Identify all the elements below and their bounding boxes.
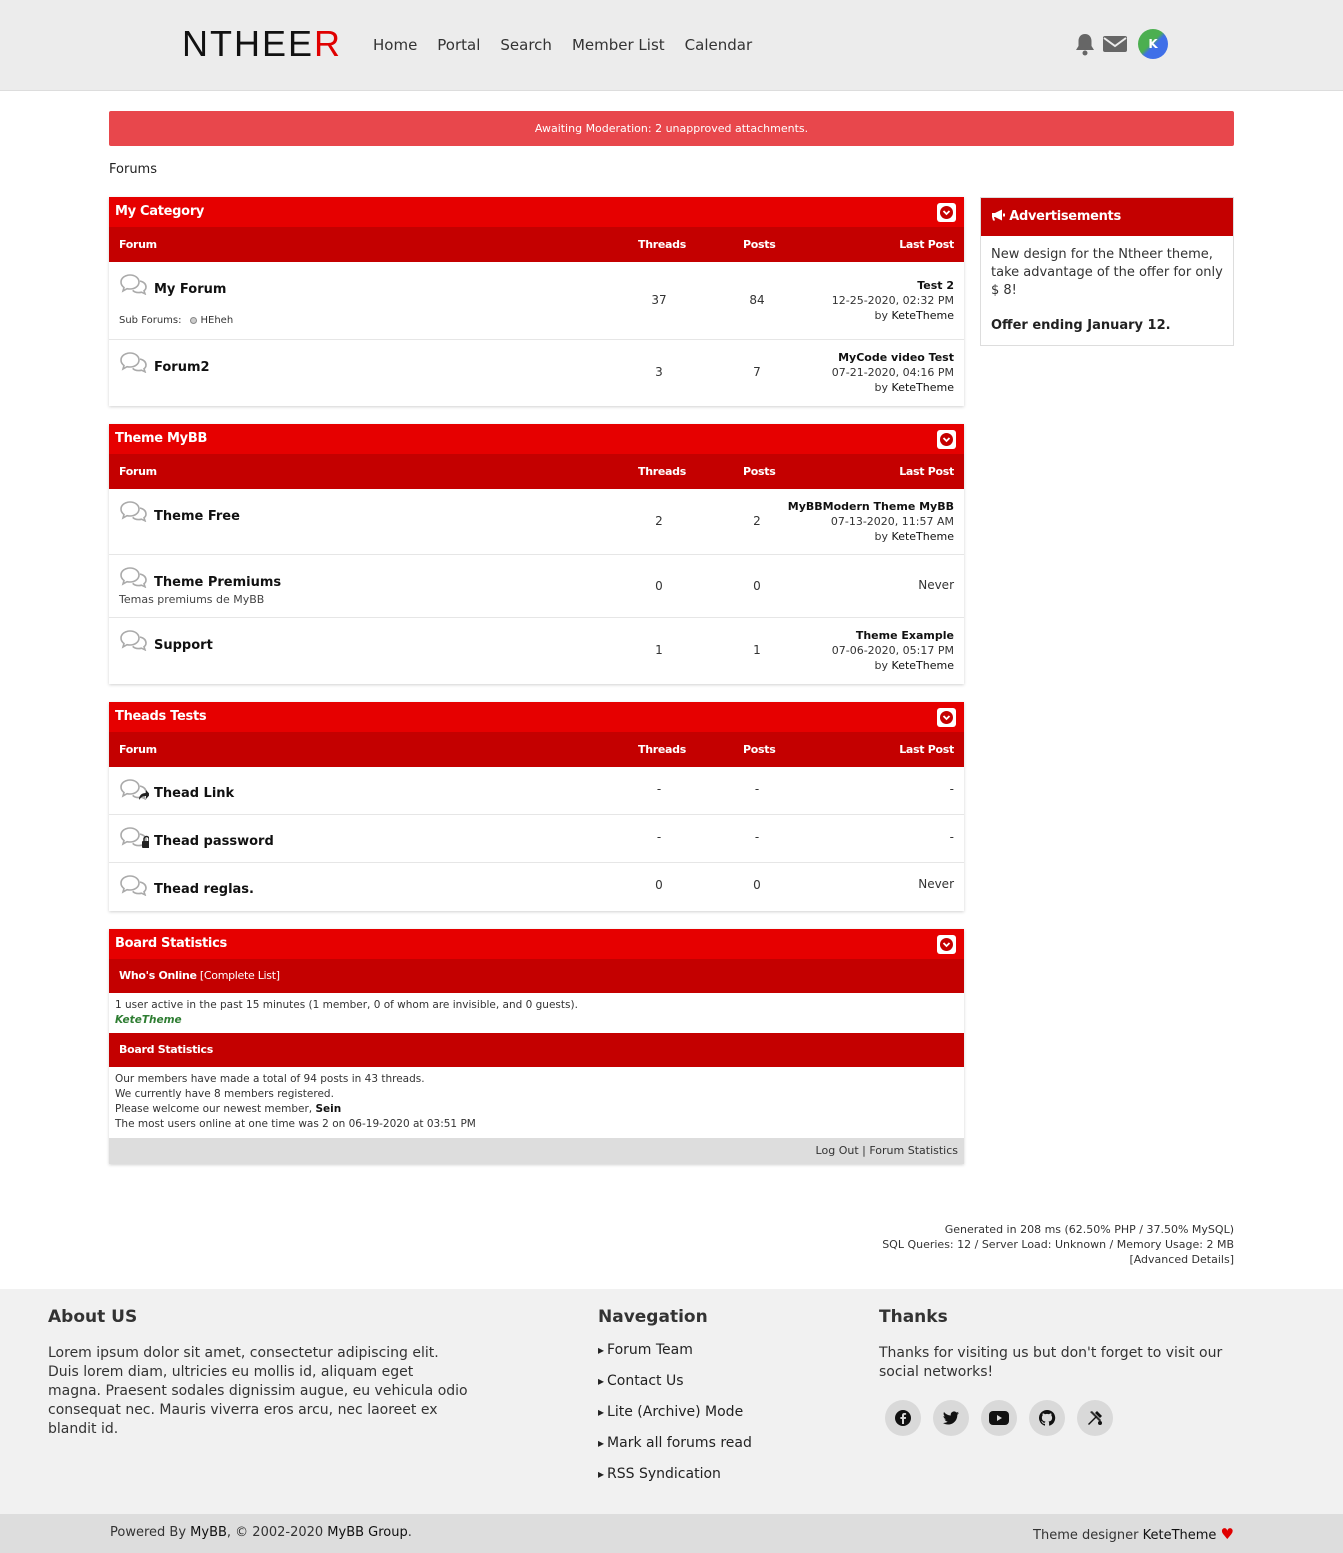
post-count: 0	[753, 878, 761, 892]
whos-online-body	[109, 993, 964, 1033]
footer-about	[48, 1307, 468, 1439]
column-headers	[109, 454, 964, 489]
chevron-down-icon	[940, 938, 953, 951]
forum-row	[109, 555, 964, 618]
thread-count: 0	[655, 579, 663, 593]
tools-link[interactable]	[1077, 1400, 1113, 1436]
forum-row	[109, 815, 964, 863]
newest-member-link[interactable]: Sein	[315, 1103, 342, 1115]
collapse-toggle[interactable]	[937, 203, 956, 222]
forum-link[interactable]: Theme Free	[154, 509, 240, 524]
col-posts: Posts	[743, 743, 776, 756]
post-count: -	[754, 830, 760, 844]
whos-online-label: Who's Online	[119, 969, 197, 982]
category-my-category	[109, 197, 964, 406]
board-statistics	[109, 929, 964, 1164]
forum-link[interactable]: Thead password	[154, 834, 274, 849]
footer-link-mark-read[interactable]: ▸ Mark all forums read	[598, 1434, 848, 1465]
last-post: MyCode video Test 07-21-2020, 04:16 PM by KeteTheme	[831, 351, 954, 394]
last-post-date: 07-06-2020, 05:17 PM	[831, 644, 954, 657]
twitter-icon	[942, 1410, 960, 1426]
about-text: Lorem ipsum dolor sit amet, consectetur adipiscing elit. Duis lorem diam, ultricies eu mollis id, aliquam eget magna. Praesent sodales dignissim augue, eu vehicula odio consequat nec. Mauris viverra eros arcu, nec laoreet ex blandit id.	[48, 1345, 468, 1437]
site-footer	[0, 1289, 1343, 1514]
nav-search[interactable]: Search	[500, 36, 552, 54]
forum-row	[109, 618, 964, 684]
heart-icon: ♥	[1220, 1525, 1234, 1543]
mail-icon[interactable]	[1102, 34, 1128, 54]
last-post-never: Never	[918, 877, 954, 891]
online-user-link[interactable]: KeteTheme	[115, 1014, 182, 1026]
collapse-toggle[interactable]	[937, 935, 956, 954]
facebook-link[interactable]	[885, 1400, 921, 1436]
site-header	[0, 0, 1343, 91]
category-header	[109, 197, 964, 227]
last-post-date: 12-25-2020, 02:32 PM	[831, 294, 954, 307]
last-post-date: 07-21-2020, 04:16 PM	[831, 366, 954, 379]
advertisements-panel	[980, 197, 1234, 346]
footer-link-rss[interactable]: ▸ RSS Syndication	[598, 1465, 848, 1496]
nav-home[interactable]: Home	[373, 36, 418, 54]
footer-link-forum-team[interactable]: ▸ Forum Team	[598, 1341, 848, 1372]
stats-line: Please welcome our newest member, Sein	[115, 1103, 342, 1115]
post-count: 1	[753, 643, 761, 657]
facebook-icon	[894, 1409, 912, 1427]
header-icons	[1074, 29, 1168, 59]
chevron-down-icon	[940, 433, 953, 446]
debug-queries: SQL Queries: 12 / Server Load: Unknown / Memory Usage: 2 MB	[882, 1238, 1234, 1251]
last-post-never: -	[949, 782, 954, 796]
col-last-post: Last Post	[899, 238, 954, 251]
thanks-title: Thanks	[879, 1307, 948, 1327]
site-logo[interactable]: NTHEER	[182, 23, 343, 64]
ad-title: Advertisements	[1009, 209, 1121, 224]
category-title[interactable]: My Category	[115, 204, 205, 219]
forum-link[interactable]: Forum2	[154, 360, 210, 375]
copyright-bar	[0, 1514, 1343, 1553]
col-forum: Forum	[119, 743, 157, 756]
mybb-group-link[interactable]: MyBB Group	[327, 1525, 408, 1540]
category-theads-tests	[109, 702, 964, 911]
about-title: About US	[48, 1307, 138, 1327]
last-post-never: Never	[918, 578, 954, 592]
collapse-toggle[interactable]	[937, 708, 956, 727]
category-header	[109, 424, 964, 454]
breadcrumb[interactable]: Forums	[109, 162, 157, 177]
stats-line: Our members have made a total of 94 posts in 43 threads.	[115, 1073, 425, 1085]
ad-text: New design for the Ntheer theme, take advantage of the offer for only $ 8!	[991, 247, 1223, 298]
forum-icon	[119, 500, 149, 522]
forum-icon	[119, 273, 149, 295]
col-threads: Threads	[638, 465, 686, 478]
last-post-user[interactable]: KeteTheme	[891, 659, 954, 672]
online-summary: 1 user active in the past 15 minutes (1 member, 0 of whom are invisible, and 0 guests).	[115, 999, 578, 1011]
last-post-user[interactable]: KeteTheme	[891, 309, 954, 322]
forum-row	[109, 262, 964, 340]
complete-list-link[interactable]: [Complete List]	[199, 969, 280, 982]
col-last-post: Last Post	[899, 465, 954, 478]
thread-count: -	[656, 782, 662, 796]
github-icon	[1038, 1409, 1056, 1427]
forum-row	[109, 489, 964, 555]
thanks-text: Thanks for visiting us but don't forget to visit our social networks!	[879, 1345, 1223, 1380]
twitter-link[interactable]	[933, 1400, 969, 1436]
theme-designer: Theme designer KeteTheme ♥	[1033, 1525, 1234, 1543]
footer-link-contact[interactable]: ▸ Contact Us	[598, 1372, 848, 1403]
board-stats-body	[109, 1067, 964, 1138]
megaphone-icon	[991, 209, 1005, 221]
footer-nav-list	[598, 1341, 848, 1496]
post-count: 2	[753, 514, 761, 528]
forum-link[interactable]: Theme Premiums	[154, 575, 282, 590]
ad-header	[981, 198, 1233, 236]
forum-row	[109, 767, 964, 815]
nav-portal[interactable]: Portal	[437, 36, 481, 54]
category-header	[109, 702, 964, 732]
footer-thanks	[879, 1307, 1259, 1436]
stats-title: Board Statistics	[115, 936, 227, 951]
forum-link[interactable]: Thead reglas.	[154, 882, 254, 897]
thread-count: 0	[655, 878, 663, 892]
stats-footer: Log Out | Forum Statistics	[109, 1138, 964, 1164]
forum-link-icon	[119, 778, 149, 800]
collapse-toggle[interactable]	[937, 430, 956, 449]
forum-lock-icon	[119, 826, 149, 848]
youtube-link[interactable]	[981, 1400, 1017, 1436]
subforum-link[interactable]: HEheh	[200, 315, 234, 326]
forum-link[interactable]: My Forum	[154, 282, 227, 297]
forum-link[interactable]: Support	[154, 638, 213, 653]
post-count: 0	[753, 579, 761, 593]
board-stats-subheader: Board Statistics	[109, 1033, 964, 1067]
designer-link[interactable]: KeteTheme	[1142, 1528, 1217, 1543]
forum-statistics-link[interactable]: Forum Statistics	[869, 1144, 958, 1157]
youtube-icon	[989, 1411, 1009, 1425]
column-headers	[109, 732, 964, 767]
col-last-post: Last Post	[899, 743, 954, 756]
post-count: 7	[753, 365, 761, 379]
col-posts: Posts	[743, 238, 776, 251]
whos-online-header	[109, 959, 964, 993]
stats-header	[109, 929, 964, 959]
forum-icon	[119, 566, 149, 588]
last-post-user[interactable]: KeteTheme	[891, 530, 954, 543]
debug-info	[882, 1222, 1234, 1267]
subforum-dot-icon	[190, 317, 197, 324]
column-headers	[109, 227, 964, 262]
forum-icon	[119, 629, 149, 651]
post-count: 84	[749, 293, 765, 307]
footer-navigation	[598, 1307, 848, 1496]
nav-member-list[interactable]: Member List	[571, 36, 665, 54]
github-link[interactable]	[1029, 1400, 1065, 1436]
last-post: Test 2 12-25-2020, 02:32 PM by KeteTheme	[831, 279, 954, 322]
chevron-down-icon	[940, 711, 953, 724]
sub-forums: Sub Forums: HEheh	[119, 315, 234, 326]
last-post: MyBBModern Theme MyBB 07-13-2020, 11:57 AM by KeteTheme	[787, 500, 954, 543]
category-title[interactable]: Theads Tests	[115, 709, 207, 724]
col-forum: Forum	[119, 238, 157, 251]
stats-line: The most users online at one time was 2 on 06-19-2020 at 03:51 PM	[115, 1118, 476, 1130]
moderation-alert[interactable]: Awaiting Moderation: 2 unapproved attachments.	[109, 111, 1234, 146]
thread-count: -	[656, 830, 662, 844]
last-post-title[interactable]: Test 2	[917, 279, 954, 292]
col-forum: Forum	[119, 465, 157, 478]
last-post-title[interactable]: MyBBModern Theme MyBB	[787, 500, 954, 513]
forum-row	[109, 863, 964, 911]
thread-count: 1	[655, 643, 663, 657]
thread-count: 2	[655, 514, 663, 528]
last-post: Theme Example 07-06-2020, 05:17 PM by KeteTheme	[831, 629, 954, 672]
forum-link[interactable]: Thead Link	[154, 786, 235, 801]
mybb-link[interactable]: MyBB	[190, 1525, 227, 1540]
last-post-date: 07-13-2020, 11:57 AM	[830, 515, 954, 528]
logout-link[interactable]: Log Out	[815, 1144, 859, 1157]
last-post-user[interactable]: KeteTheme	[891, 381, 954, 394]
social-links	[885, 1400, 1259, 1436]
ad-offer: Offer ending January 12.	[991, 318, 1171, 333]
advanced-details-link[interactable]: [Advanced Details]	[1129, 1253, 1234, 1266]
col-threads: Threads	[638, 238, 686, 251]
bell-icon[interactable]	[1074, 32, 1096, 56]
powered-by: Powered By MyBB, © 2002-2020 MyBB Group.	[110, 1525, 412, 1540]
last-post-title[interactable]: Theme Example	[855, 629, 954, 642]
forum-row	[109, 340, 964, 406]
ad-body	[981, 236, 1233, 345]
thread-count: 37	[651, 293, 667, 307]
navigation-title: Navegation	[598, 1307, 708, 1327]
tools-icon	[1086, 1409, 1104, 1427]
category-theme-mybb	[109, 424, 964, 684]
post-count: -	[754, 782, 760, 796]
col-threads: Threads	[638, 743, 686, 756]
main-nav	[373, 36, 752, 54]
forum-icon	[119, 351, 149, 373]
forum-icon	[119, 874, 149, 896]
category-title[interactable]: Theme MyBB	[115, 431, 208, 446]
forum-description: Temas premiums de MyBB	[119, 593, 265, 606]
chevron-down-icon	[940, 206, 953, 219]
last-post-title[interactable]: MyCode video Test	[838, 351, 954, 364]
thread-count: 3	[655, 365, 663, 379]
stats-line: We currently have 8 members registered.	[115, 1088, 334, 1100]
last-post-never: -	[949, 830, 954, 844]
nav-calendar[interactable]: Calendar	[684, 36, 753, 54]
debug-generated: Generated in 208 ms (62.50% PHP / 37.50% MySQL)	[944, 1223, 1234, 1236]
footer-link-lite-mode[interactable]: ▸ Lite (Archive) Mode	[598, 1403, 848, 1434]
avatar[interactable]: K	[1138, 29, 1168, 59]
col-posts: Posts	[743, 465, 776, 478]
